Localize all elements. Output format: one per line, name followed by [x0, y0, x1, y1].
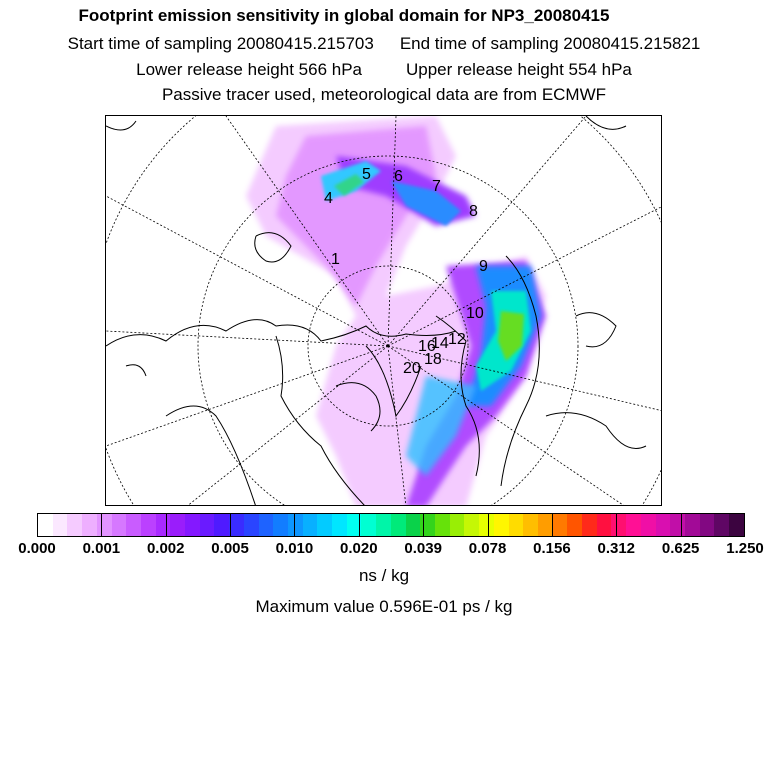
colorbar-tick-mark [359, 513, 360, 537]
colorbar-tick-label: 0.625 [661, 540, 700, 557]
polar-map-panel [105, 115, 662, 506]
colorbar-swatch [317, 514, 332, 536]
colorbar-swatch [244, 514, 259, 536]
colorbar-swatch [714, 514, 729, 536]
map-svg [106, 116, 662, 506]
colorbar-tick-label: 0.010 [275, 540, 314, 557]
colorbar-tick-mark [552, 513, 553, 537]
colorbar-swatch [611, 514, 626, 536]
trajectory-label: 20 [403, 360, 421, 377]
colorbar-swatch [729, 514, 744, 536]
colorbar-tick-mark [423, 513, 424, 537]
trajectory-label: 14 [431, 335, 449, 352]
colorbar [37, 513, 745, 537]
colorbar-tick-mark [488, 513, 489, 537]
colorbar-swatch [479, 514, 494, 536]
trajectory-label: 16 [418, 338, 436, 355]
colorbar-tick-mark [616, 513, 617, 537]
colorbar-swatch [82, 514, 97, 536]
maximum-value: Maximum value 0.596E-01 ps / kg [255, 597, 513, 616]
colorbar-swatch [509, 514, 524, 536]
colorbar-swatch [406, 514, 421, 536]
colorbar-swatch [273, 514, 288, 536]
trajectory-label: 18 [424, 351, 442, 368]
colorbar-tick-label: 0.156 [533, 540, 571, 557]
colorbar-swatch [685, 514, 700, 536]
colorbar-swatch [97, 514, 112, 536]
lower-release-height: Lower release height 566 hPa [136, 60, 362, 79]
trajectory-label: 10 [466, 305, 484, 322]
colorbar-tick-label: 0.039 [404, 540, 442, 557]
colorbar-swatch [450, 514, 465, 536]
colorbar-swatch [67, 514, 82, 536]
colorbar-swatch [567, 514, 582, 536]
trajectory-label: 9 [479, 258, 488, 275]
colorbar-swatch [553, 514, 568, 536]
colorbar-tick-mark [101, 513, 102, 537]
trajectory-label: 1 [331, 251, 340, 268]
trajectory-label: 4 [324, 190, 333, 207]
colorbar-units: ns / kg [358, 566, 410, 585]
colorbar-swatch [303, 514, 318, 536]
trajectory-label: 7 [432, 178, 441, 195]
sampling-times [0, 34, 768, 54]
colorbar-tick-label: 0.002 [146, 540, 185, 557]
start-sampling: Start time of sampling 20080415.215703 [67, 34, 374, 53]
colorbar-tick-label: 0.020 [340, 540, 378, 557]
colorbar-swatch [141, 514, 156, 536]
colorbar-swatch [126, 514, 141, 536]
trajectory-label: 5 [362, 166, 371, 183]
colorbar-swatch [214, 514, 229, 536]
colorbar-tick-label: 0.005 [211, 540, 249, 557]
colorbar-swatch [626, 514, 641, 536]
colorbar-swatch [435, 514, 450, 536]
tracer-note: Passive tracer used, meteorological data are from ECMWF [161, 85, 607, 104]
colorbar-tick-label: 0.078 [468, 540, 507, 557]
trajectory-label: 12 [448, 331, 466, 348]
colorbar-swatch [200, 514, 215, 536]
colorbar-swatch [670, 514, 685, 536]
colorbar-tick-label: 1.250 [726, 540, 764, 557]
colorbar-tick-mark [230, 513, 231, 537]
colorbar-swatch [38, 514, 53, 536]
colorbar-swatch [700, 514, 715, 536]
colorbar-swatch [597, 514, 612, 536]
colorbar-swatch [229, 514, 244, 536]
colorbar-swatch [112, 514, 127, 536]
colorbar-swatch [185, 514, 200, 536]
colorbar-tick-mark [294, 513, 295, 537]
colorbar-swatch [53, 514, 68, 536]
colorbar-swatch [259, 514, 274, 536]
release-heights [0, 60, 768, 80]
colorbar-swatch [376, 514, 391, 536]
colorbar-tick-label: 0.001 [82, 540, 121, 557]
colorbar-swatch [582, 514, 597, 536]
colorbar-swatch [641, 514, 656, 536]
colorbar-swatch [494, 514, 509, 536]
trajectory-label: 8 [469, 203, 478, 220]
colorbar-tick-label: 0.000 [18, 540, 56, 557]
end-sampling: End time of sampling 20080415.215821 [399, 34, 701, 53]
colorbar-swatch [332, 514, 347, 536]
colorbar-swatch [156, 514, 171, 536]
colorbar-swatch [538, 514, 553, 536]
colorbar-swatch [656, 514, 671, 536]
colorbar-tick-mark [166, 513, 167, 537]
plot-title: Footprint emission sensitivity in global domain for NP3_20080415 [78, 6, 610, 25]
colorbar-swatch [170, 514, 185, 536]
trajectory-label: 6 [394, 168, 403, 185]
colorbar-swatch [391, 514, 406, 536]
colorbar-swatch [361, 514, 376, 536]
colorbar-tick-mark [681, 513, 682, 537]
colorbar-swatch [523, 514, 538, 536]
colorbar-swatch [464, 514, 479, 536]
colorbar-tick-label: 0.312 [597, 540, 636, 557]
upper-release-height: Upper release height 554 hPa [406, 60, 632, 79]
